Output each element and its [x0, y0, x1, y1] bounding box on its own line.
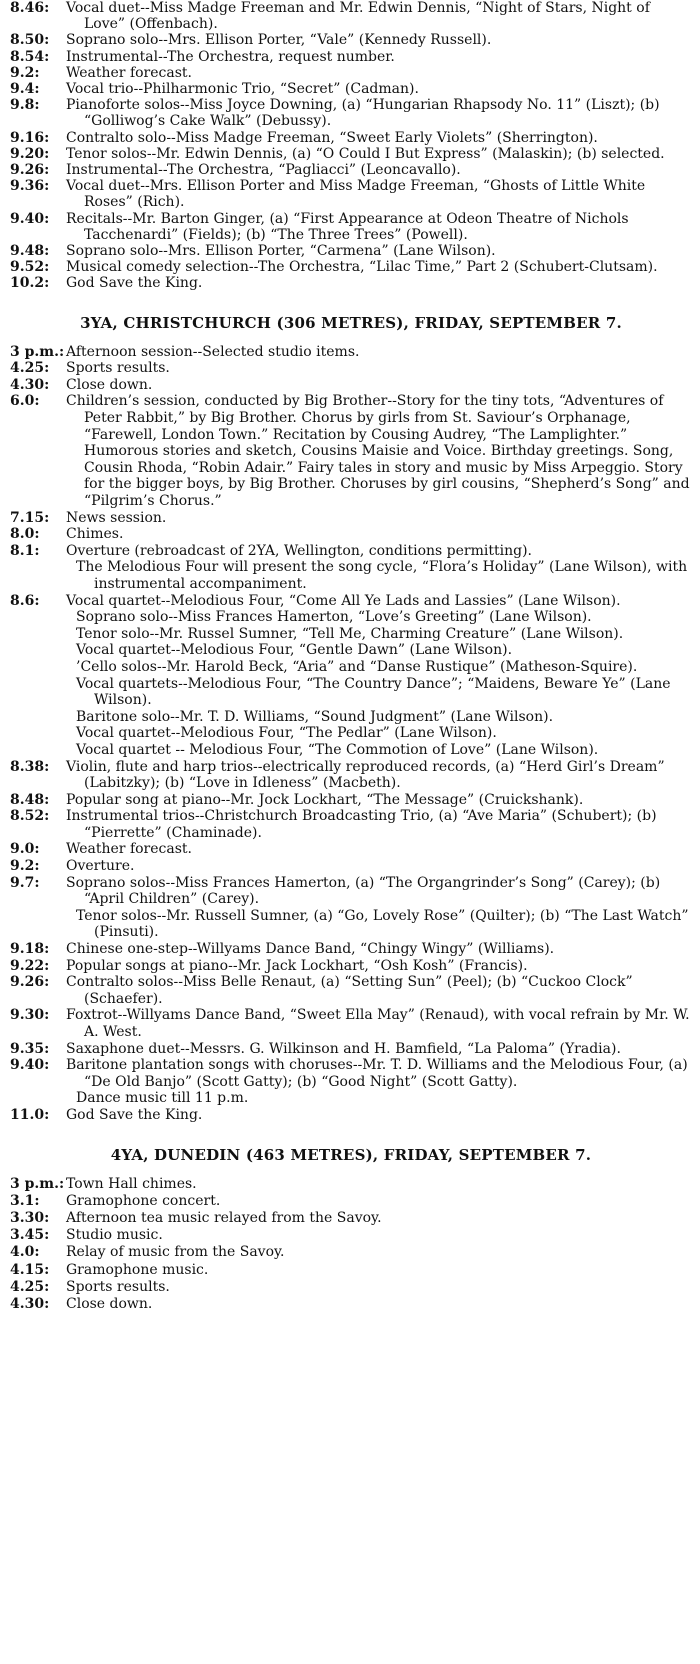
- entry-text: Vocal quartet--Melodious Four, “Come All Ye Lads and Lassies” (Lane Wilson).: [66, 592, 621, 609]
- programme-entry: [10, 344, 692, 361]
- entry-text: Vocal quartets--Melodious Four, “The Country Dance”; “Maidens, Beware Ye” (Lane Wilson).: [76, 675, 671, 709]
- programme-entry: [10, 841, 692, 858]
- entry-text: Popular songs at piano--Mr. Jack Lockhart, “Osh Kosh” (Francis).: [66, 957, 528, 974]
- entry-text: Soprano solos--Miss Frances Hamerton, (a) “The Organgrinder’s Song” (Carey); (b) “April Children” (Carey).: [66, 874, 661, 908]
- entry-time: 9.35:: [10, 1040, 50, 1057]
- section-4ya-dunedin: [10, 1146, 692, 1314]
- programme-entry: [10, 65, 692, 81]
- entry-text: Gramophone music.: [66, 1261, 209, 1278]
- programme-entry: [10, 1279, 692, 1296]
- entry-text: Gramophone concert.: [66, 1192, 221, 1209]
- programme-entry: [10, 97, 692, 129]
- entry-time: 7.15:: [10, 509, 50, 526]
- entry-text: Close down.: [66, 1295, 153, 1312]
- entry-time: 9.26:: [10, 974, 50, 991]
- entry-time: 9.16:: [10, 129, 50, 146]
- programme-entry: [10, 377, 692, 394]
- programme-entry: [10, 742, 692, 759]
- programme-entry: [10, 1107, 692, 1124]
- entry-time: 8.46:: [10, 0, 50, 16]
- entry-text: Soprano solo--Miss Frances Hamerton, “Love’s Greeting” (Lane Wilson).: [76, 609, 592, 626]
- programme-entry: [10, 360, 692, 377]
- entry-time: 4.25:: [10, 360, 50, 377]
- programme-entry: [10, 146, 692, 162]
- entry-text: Baritone solo--Mr. T. D. Williams, “Sound Judgment” (Lane Wilson).: [76, 708, 554, 725]
- programme-entry: [10, 958, 692, 975]
- entry-time: 9.7:: [10, 874, 40, 891]
- programme-entry: [10, 559, 692, 592]
- entry-text: Children’s session, conducted by Big Brother--Story for the tiny tots, “Adventures of Peter Rabbit,” by Big Brother. Chorus by girls from St. Saviour’s Orphanage, “Farewell, London Town.” Recitation by Cousing Audrey, “The Lamplighter.” Humorous stories and sketch, Cousins Maisie and Voice. Birthday greetings. Song, Cousin Rhoda, “Robin Adair.” Fairy tales in story and music by Miss Arpeggio. Story for the bigger boys, by Big Brother. Choruses by girl cousins, “Shepherd’s Song” and “Pilgrim’s Chorus.”: [66, 393, 690, 509]
- programme-entry: [10, 1262, 692, 1279]
- entry-time: 4.0:: [10, 1244, 40, 1261]
- entry-time: 9.2:: [10, 858, 40, 875]
- entry-text: Contralto solo--Miss Madge Freeman, “Sweet Early Violets” (Sherrington).: [66, 129, 598, 146]
- entry-text: Foxtrot--Willyams Dance Band, “Sweet Ella May” (Renaud), with vocal refrain by Mr. W. A. West.: [66, 1007, 690, 1040]
- entry-text: God Save the King.: [66, 1106, 203, 1123]
- entry-time: 8.54:: [10, 48, 50, 65]
- programme-entry: [10, 1296, 692, 1313]
- programme-entry: [10, 1090, 692, 1107]
- section-3ya-christchurch: [10, 314, 692, 1124]
- entry-text: Instrumental--The Orchestra, request number.: [66, 48, 395, 65]
- entry-time: 8.1:: [10, 542, 40, 559]
- entry-text: ’Cello solos--Mr. Harold Beck, “Aria” and “Danse Rustique” (Matheson-Squire).: [76, 658, 638, 675]
- entry-time: 8.52:: [10, 808, 50, 825]
- entry-text: News session.: [66, 509, 167, 526]
- programme-entry: [10, 676, 692, 709]
- entry-time: 4.15:: [10, 1261, 50, 1278]
- entry-time: 8.0:: [10, 526, 40, 543]
- entry-text: Weather forecast.: [66, 841, 192, 858]
- programme-entry: [10, 259, 692, 275]
- programme-entry: [10, 211, 692, 243]
- station-heading: 3YA, CHRISTCHURCH (306 METRES), FRIDAY, SEPTEMBER 7.: [80, 313, 622, 332]
- entry-text: The Melodious Four will present the song cycle, “Flora’s Holiday” (Lane Wilson), with instrumental accompaniment.: [76, 559, 688, 592]
- entry-text: Tenor solos--Mr. Edwin Dennis, (a) “O Could I But Express” (Malaskin); (b) selected.: [66, 145, 665, 162]
- entry-text: Sports results.: [66, 360, 170, 377]
- entry-time: 8.48:: [10, 791, 50, 808]
- entry-time: 8.38:: [10, 758, 50, 775]
- entry-time: 11.0:: [10, 1106, 50, 1123]
- programme-entry: [10, 1176, 692, 1193]
- entry-text: Afternoon session--Selected studio items.: [66, 343, 360, 360]
- programme-entry: [10, 808, 692, 841]
- programme-entry: [10, 526, 692, 543]
- entry-text: Overture (rebroadcast of 2YA, Wellington, conditions permitting).: [66, 542, 532, 559]
- entry-time: 9.30:: [10, 1007, 50, 1024]
- entry-time: 9.40:: [10, 210, 50, 227]
- entry-text: Chinese one-step--Willyams Dance Band, “Chingy Wingy” (Williams).: [66, 941, 555, 958]
- entry-text: Baritone plantation songs with choruses--Mr. T. D. Williams and the Melodious Four, (a) “De Old Banjo” (Scott Gatty); (b) “Good Night” (Scott Gatty).: [66, 1057, 688, 1090]
- entry-text: Saxaphone duet--Messrs. G. Wilkinson and H. Bamfield, “La Paloma” (Yradia).: [66, 1040, 621, 1057]
- entry-time: 3.30:: [10, 1209, 50, 1226]
- programme-entry: [10, 1193, 692, 1210]
- entry-time: 3.1:: [10, 1192, 40, 1209]
- programme-entry: [10, 593, 692, 610]
- entry-text: Vocal duet--Mrs. Ellison Porter and Miss Madge Freeman, “Ghosts of Little White Roses” (Rich).: [66, 178, 646, 211]
- programme-entry: [10, 81, 692, 97]
- entry-time: 6.0:: [10, 393, 40, 410]
- entry-text: Chimes.: [66, 526, 124, 543]
- programme-entry: [10, 162, 692, 178]
- entry-text: Musical comedy selection--The Orchestra, “Lilac Time,” Part 2 (Schubert-Clutsam).: [66, 259, 658, 276]
- entry-time: 9.20:: [10, 145, 50, 162]
- programme-entry: [10, 510, 692, 527]
- entry-time: 9.8:: [10, 97, 40, 114]
- programme-entry: [10, 858, 692, 875]
- programme-entry: [10, 626, 692, 643]
- programme-entry: [10, 941, 692, 958]
- entry-text: Close down.: [66, 376, 153, 393]
- programme-entry: [10, 642, 692, 659]
- entry-text: Soprano solo--Mrs. Ellison Porter, “Vale” (Kennedy Russell).: [66, 32, 492, 49]
- entry-time: 9.52:: [10, 259, 50, 276]
- entry-text: Dance music till 11 p.m.: [76, 1090, 249, 1107]
- entry-time: 9.48:: [10, 243, 50, 260]
- entry-text: Recitals--Mr. Barton Ginger, (a) “First Appearance at Odeon Theatre of Nichols Tacchenardi” (Fields); (b) “The Three Trees” (Powell).: [66, 210, 629, 243]
- entry-text: Vocal trio--Philharmonic Trio, “Secret” (Cadman).: [66, 81, 419, 98]
- entry-text: Relay of music from the Savoy.: [66, 1244, 285, 1261]
- entry-time: 10.2:: [10, 275, 50, 292]
- programme-entry: [10, 709, 692, 726]
- programme-entry: [10, 49, 692, 65]
- entry-text: Overture.: [66, 858, 135, 875]
- entry-text: Afternoon tea music relayed from the Savoy.: [66, 1209, 382, 1226]
- programme-entry: [10, 875, 692, 908]
- programme-entry: [10, 1210, 692, 1227]
- entry-text: Weather forecast.: [66, 64, 192, 81]
- programme-entry: [10, 275, 692, 291]
- entry-time: 8.50:: [10, 32, 50, 49]
- programme-entry: [10, 908, 692, 941]
- programme-entry: [10, 1227, 692, 1244]
- entry-time: 3 p.m.:: [10, 343, 65, 360]
- entry-time: 4.30:: [10, 1295, 50, 1312]
- entry-time: 9.4:: [10, 81, 40, 98]
- programme-entry: [10, 609, 692, 626]
- entry-text: Town Hall chimes.: [66, 1175, 197, 1192]
- programme-entry: [10, 759, 692, 792]
- entry-time: 9.26:: [10, 162, 50, 179]
- programme-entry: [10, 32, 692, 48]
- programme-entry: [10, 1041, 692, 1058]
- programme-entry: [10, 659, 692, 676]
- entry-text: Contralto solos--Miss Belle Renaut, (a) “Setting Sun” (Peel); (b) “Cuckoo Clock” (Schaefer).: [66, 974, 633, 1007]
- entry-time: 3 p.m.:: [10, 1175, 65, 1192]
- entry-time: 9.36:: [10, 178, 50, 195]
- entry-time: 8.6:: [10, 592, 40, 609]
- section-continued-programme: [10, 0, 692, 292]
- entry-text: Vocal duet--Miss Madge Freeman and Mr. Edwin Dennis, “Night of Stars, Night of Love” (Offenbach).: [66, 0, 650, 33]
- entry-text: Instrumental--The Orchestra, “Pagliacci” (Leoncavallo).: [66, 162, 461, 179]
- programme-entry: [10, 1244, 692, 1261]
- entry-text: Sports results.: [66, 1278, 170, 1295]
- programme-entry: [10, 1007, 692, 1040]
- programme-entry: [10, 792, 692, 809]
- entry-time: 4.25:: [10, 1278, 50, 1295]
- entry-time: 3.45:: [10, 1227, 50, 1244]
- entry-text: Tenor solos--Mr. Russell Sumner, (a) “Go, Lovely Rose” (Quilter); (b) “The Last Watch” (Pinsuti).: [76, 907, 689, 941]
- entry-time: 9.18:: [10, 941, 50, 958]
- programme-entry: [10, 0, 692, 32]
- programme-entry: [10, 243, 692, 259]
- programme-entry: [10, 178, 692, 210]
- programme-list: [10, 344, 692, 1124]
- programme-entry: [10, 130, 692, 146]
- entry-text: Studio music.: [66, 1227, 163, 1244]
- entry-time: 4.30:: [10, 376, 50, 393]
- entry-text: Popular song at piano--Mr. Jock Lockhart, “The Message” (Cruickshank).: [66, 791, 584, 808]
- entry-text: Violin, flute and harp trios--electrically reproduced records, (a) “Herd Girl’s Dream” (Labitzky); (b) “Love in Idleness” (Macbeth).: [66, 758, 665, 792]
- entry-time: 9.22:: [10, 957, 50, 974]
- entry-text: Pianoforte solos--Miss Joyce Downing, (a) “Hungarian Rhapsody No. 11” (Liszt); (b) “Golliwog’s Cake Walk” (Debussy).: [66, 97, 660, 130]
- station-heading: 4YA, DUNEDIN (463 METRES), FRIDAY, SEPTEMBER 7.: [110, 1145, 592, 1164]
- programme-entry: [10, 543, 692, 560]
- entry-text: God Save the King.: [66, 275, 203, 292]
- programme-entry: [10, 974, 692, 1007]
- entry-time: 9.2:: [10, 64, 40, 81]
- entry-text: Vocal quartet -- Melodious Four, “The Commotion of Love” (Lane Wilson).: [76, 741, 599, 758]
- programme-entry: [10, 393, 692, 509]
- entry-text: Instrumental trios--Christchurch Broadcasting Trio, (a) “Ave Maria” (Schubert); (b) “Pierrette” (Chaminade).: [66, 808, 657, 841]
- entry-text: Soprano solo--Mrs. Ellison Porter, “Carmena” (Lane Wilson).: [66, 243, 496, 260]
- programme-list: [10, 1176, 692, 1314]
- entry-text: Vocal quartet--Melodious Four, “The Pedlar” (Lane Wilson).: [76, 725, 497, 742]
- entry-text: Vocal quartet--Melodious Four, “Gentle Dawn” (Lane Wilson).: [76, 642, 513, 659]
- programme-entry: [10, 1057, 692, 1090]
- programme-entry: [10, 725, 692, 742]
- entry-time: 9.40:: [10, 1057, 50, 1074]
- entry-time: 9.0:: [10, 841, 40, 858]
- programme-list: [10, 0, 692, 292]
- entry-text: Tenor solo--Mr. Russel Sumner, “Tell Me, Charming Creature” (Lane Wilson).: [76, 625, 624, 642]
